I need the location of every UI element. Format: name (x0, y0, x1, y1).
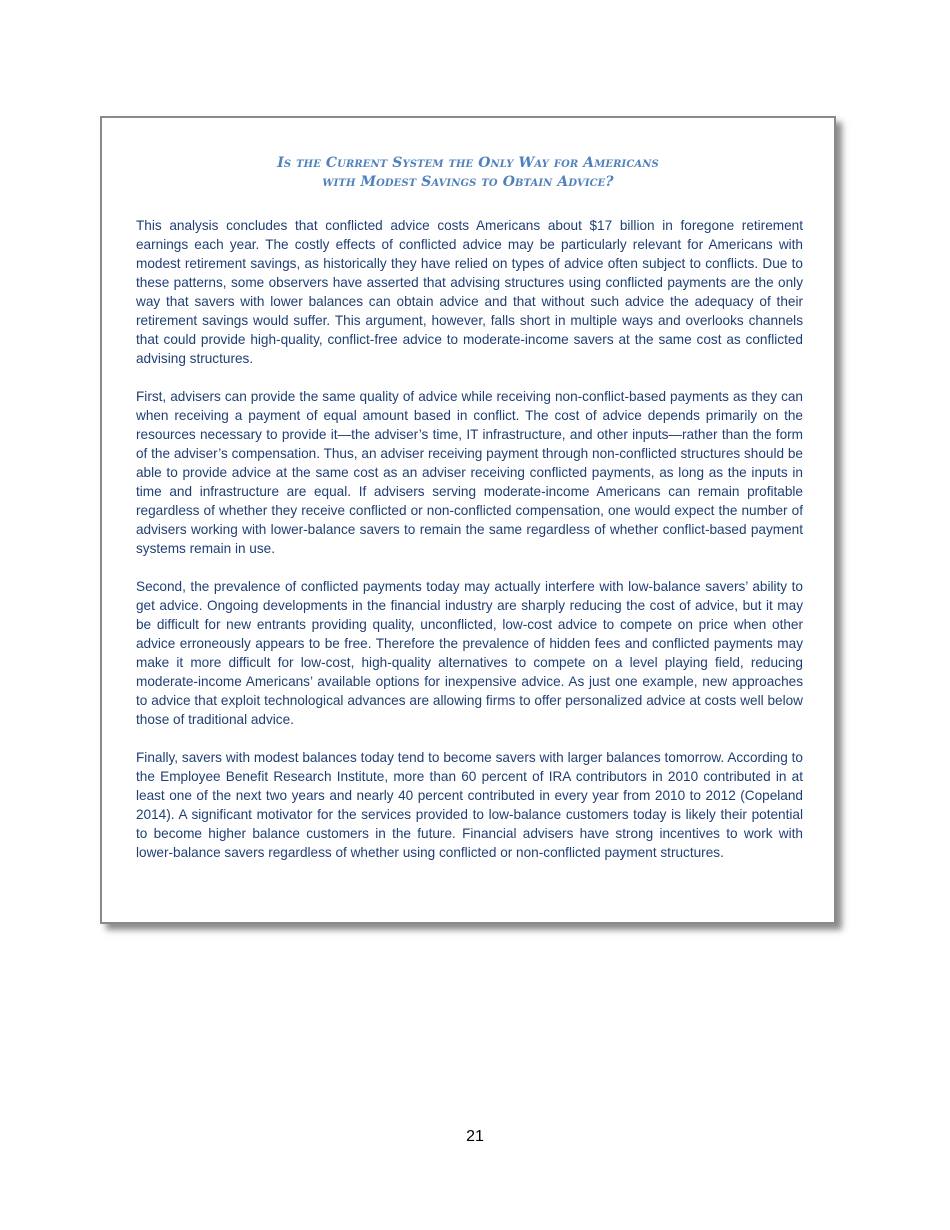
box-title-line-2: with Modest Savings to Obtain Advice? (322, 174, 614, 190)
sidebar-box (100, 116, 836, 924)
box-body (136, 216, 803, 881)
box-title (102, 154, 834, 192)
paragraph-intro: This analysis concludes that conflicted advice costs Americans about $17 billion in foregone retirement earnings each year. The costly effects of conflicted advice may be particularly relevant for Americans with modest retirement savings, as historically they have relied on types of advice often subject to conflicts. Due to these patterns, some observers have asserted that advising structures using conflicted payments are the only way that savers with lower balances can obtain advice and that without such advice the adequacy of their retirement savings would suffer. This argument, however, falls short in multiple ways and overlooks channels that could provide high-quality, conflict-free advice to moderate-income savers at the same cost as conflicted advising structures. (136, 218, 803, 366)
paragraph-first: First, advisers can provide the same quality of advice while receiving non-conflict-based payments as they can when receiving a payment of equal amount based in conflict. The cost of advice depends primarily on the resources necessary to provide it—the adviser’s time, IT infrastructure, and other inputs—rather than the form of the adviser’s compensation. Thus, an adviser receiving payment through non-conflicted structures should be able to provide advice at the same cost as an adviser receiving conflicted payments, as long as the inputs in time and infrastructure are equal. If advisers serving moderate-income Americans can remain profitable regardless of whether they receive conflicted or non-conflicted compensation, one would expect the number of advisers working with lower-balance savers to remain the same regardless of whether conflict-based payment systems remain in use. (136, 389, 803, 556)
paragraph-second: Second, the prevalence of conflicted payments today may actually interfere with low-balance savers’ ability to get advice. Ongoing developments in the financial industry are sharply reducing the cost of advice, but it may be difficult for new entrants providing quality, unconflicted, low-cost advice to compete on price when other advice erroneously appears to be free. Therefore the prevalence of hidden fees and conflicted payments may make it more difficult for low-cost, high-quality alternatives to compete on a level playing field, reducing moderate-income Americans’ available options for inexpensive advice. As just one example, new approaches to advice that exploit technological advances are allowing firms to offer personalized advice at costs well below those of traditional advice. (136, 579, 803, 727)
paragraph-finally: Finally, savers with modest balances today tend to become savers with larger balances tomorrow. According to the Employee Benefit Research Institute, more than 60 percent of IRA contributors in 2010 contributed in at least one of the next two years and nearly 40 percent contributed in every year from 2010 to 2012 (Copeland 2014). A significant motivator for the services provided to low-balance customers today is likely their potential to become higher balance customers in the future. Financial advisers have strong incentives to work with lower-balance savers regardless of whether using conflicted or non-conflicted payment structures. (136, 750, 803, 860)
page-number: 21 (466, 1128, 484, 1145)
box-title-line-1: Is the Current System the Only Way for Americans (277, 155, 659, 171)
